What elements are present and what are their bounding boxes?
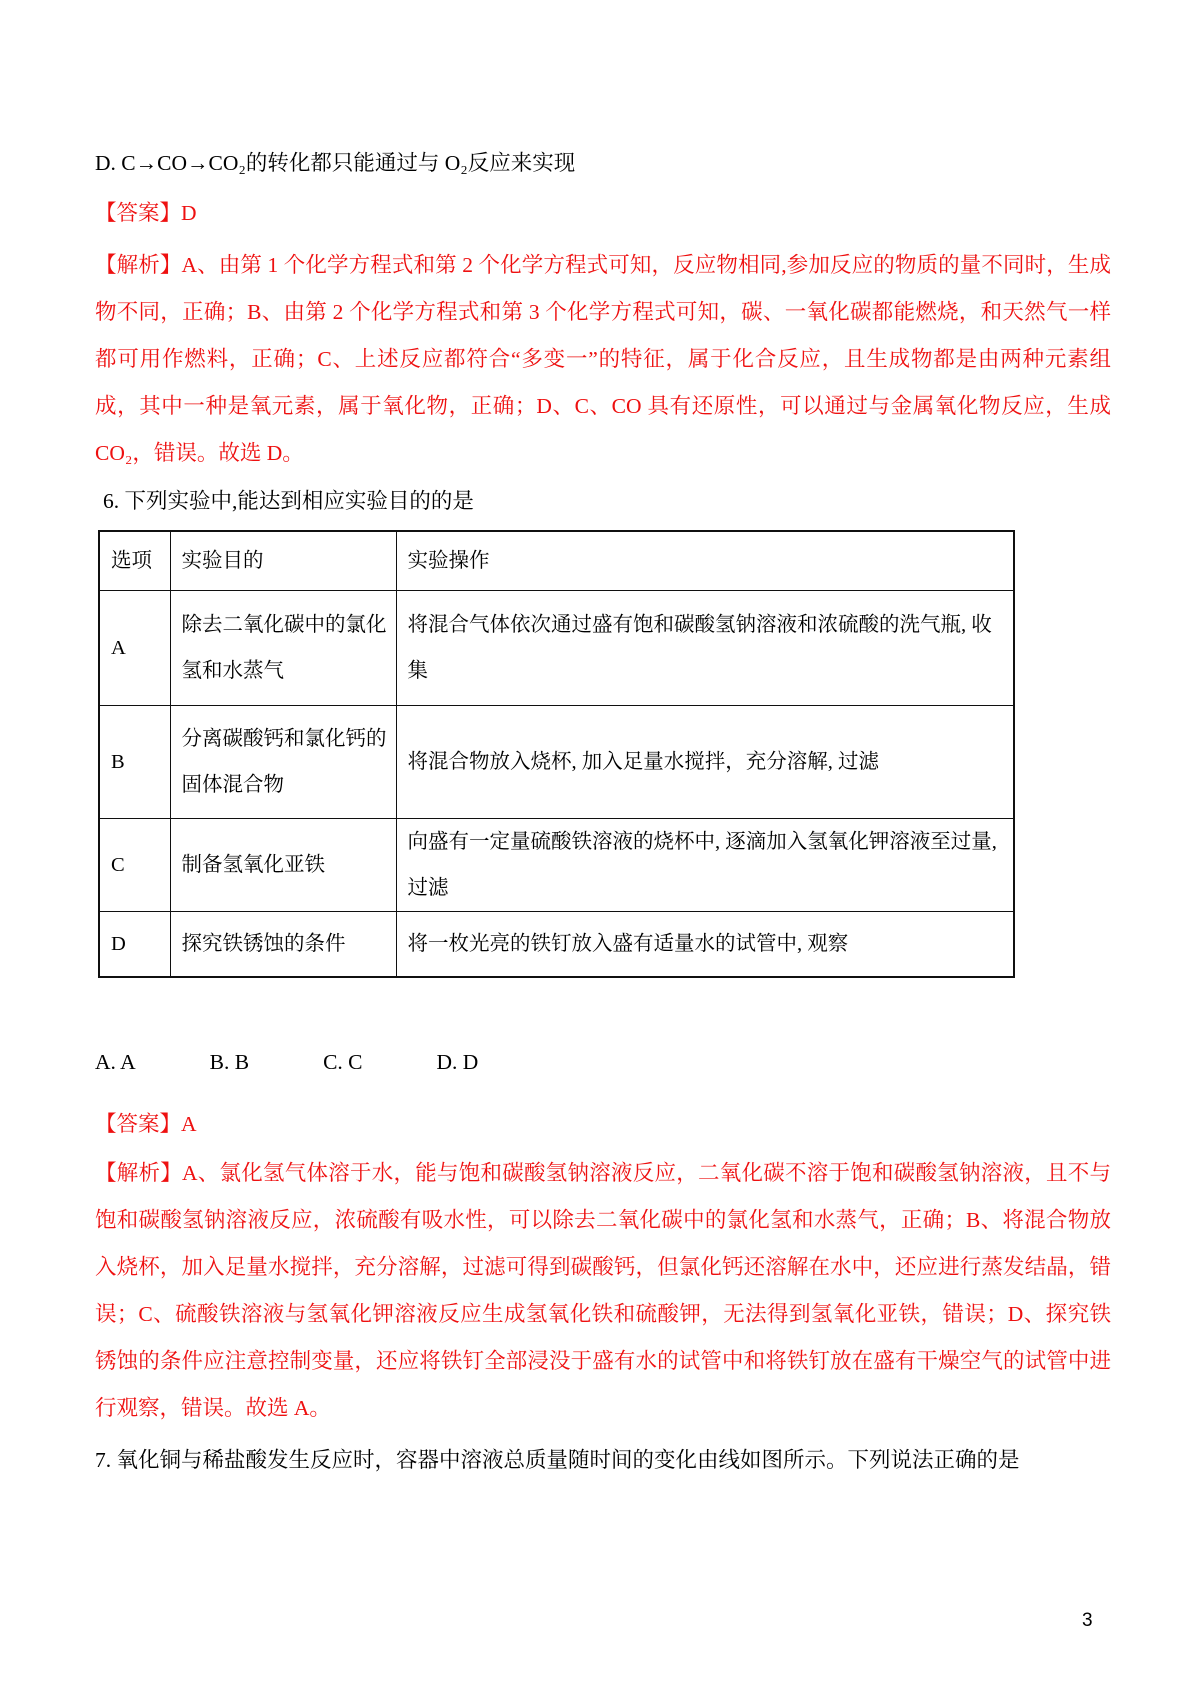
table-header-row — [99, 531, 1014, 591]
row-a-option: A — [99, 591, 170, 706]
row-d-operation: 将一枚光亮的铁钉放入盛有适量水的试管中, 观察 — [396, 912, 1014, 978]
row-c-operation: 向盛有一定量硫酸铁溶液的烧杯中, 逐滴加入氢氧化钾溶液至过量, 过滤 — [396, 819, 1014, 912]
question6-answer: 【答案】A — [95, 1112, 197, 1136]
table-row — [99, 706, 1014, 819]
question5-analysis: 【解析】A、由第 1 个化学方程式和第 2 个化学方程式可知，反应物相同,参加反应的物质的量不同时，生成物不同，正确；B、由第 2 个化学方程式和第 3 个化学方程式可知，碳、一氧化碳都能燃烧，和天然气一样都可用作燃料，正确；C、上述反应都符合“多变一”的特征，属于化合反应，且生成物都是由两种元素组成，其中一种是氧元素，属于氧化物，正确；D、C、CO 具有还原性，可以通过与金属氧化物反应，生成CO₂，错误。故选 D。 — [95, 253, 1112, 465]
row-c-option: C — [99, 819, 170, 912]
table-header-operation: 实验操作 — [396, 531, 1014, 591]
row-b-operation: 将混合物放入烧杯, 加入足量水搅拌，充分溶解, 过滤 — [396, 706, 1014, 819]
choice-d: D. D — [436, 1050, 479, 1074]
row-b-option: B — [99, 706, 170, 819]
row-c-purpose: 制备氢氧化亚铁 — [170, 819, 396, 912]
row-d-option: D — [99, 912, 170, 978]
row-a-purpose: 除去二氧化碳中的氯化氢和水蒸气 — [170, 591, 396, 706]
row-a-operation: 将混合气体依次通过盛有饱和碳酸氢钠溶液和浓硫酸的洗气瓶, 收集 — [396, 591, 1014, 706]
choice-c: C. C — [323, 1050, 363, 1074]
table-row — [99, 819, 1014, 912]
question7-stem: 7. 氧化铜与稀盐酸发生反应时，容器中溶液总质量随时间的变化由线如图所示。下列说法正确的是 — [95, 1448, 1020, 1472]
row-b-purpose: 分离碳酸钙和氯化钙的固体混合物 — [170, 706, 396, 819]
table-row — [99, 591, 1014, 706]
experiment-table — [98, 530, 1015, 978]
table-row — [99, 912, 1014, 978]
page-number: 3 — [1082, 1610, 1093, 1631]
question5-option-d: D. C→CO→CO₂的转化都只能通过与 O₂反应来实现 — [95, 151, 576, 175]
row-d-purpose: 探究铁锈蚀的条件 — [170, 912, 396, 978]
choice-a: A. A — [95, 1050, 136, 1074]
question5-answer: 【答案】D — [95, 201, 197, 225]
choice-b: B. B — [209, 1050, 250, 1074]
question6-stem: 6. 下列实验中,能达到相应实验目的的是 — [103, 489, 474, 513]
question6-choices — [95, 1050, 548, 1075]
table-header-option: 选项 — [99, 531, 170, 591]
question6-analysis: 【解析】A、氯化氢气体溶于水，能与饱和碳酸氢钠溶液反应，二氧化碳不溶于饱和碳酸氢钠溶液，且不与饱和碳酸氢钠溶液反应，浓硫酸有吸水性，可以除去二氧化碳中的氯化氢和水蒸气，正确；B、将混合物放入烧杯，加入足量水搅拌，充分溶解，过滤可得到碳酸钙，但氯化钙还溶解在水中，还应进行蒸发结晶，错误；C、硫酸铁溶液与氢氧化钾溶液反应生成氢氧化铁和硫酸钾，无法得到氢氧化亚铁，错误；D、探究铁锈蚀的条件应注意控制变量，还应将铁钉全部浸没于盛有水的试管中和将铁钉放在盛有干燥空气的试管中进行观察，错误。故选 A。 — [95, 1161, 1111, 1420]
table-header-purpose: 实验目的 — [170, 531, 396, 591]
